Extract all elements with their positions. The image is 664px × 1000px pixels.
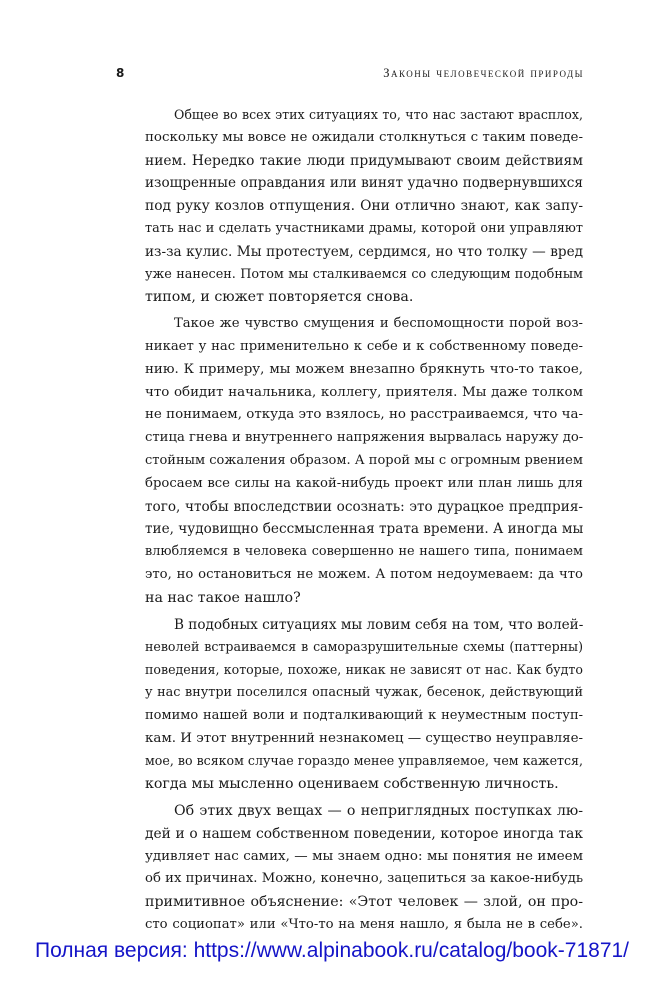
text-line: не понимаем, откуда это взялось, но расстраиваемся, что ча- (145, 407, 583, 423)
text-line: поведения, которые, похоже, никак не зависят от нас. Как будто (145, 662, 583, 678)
text-line: примитивное объяснение: «Этот человек — злой, он про- (145, 894, 583, 911)
paragraph (116, 614, 583, 796)
text-line: того, чтобы впоследствии осознать: это дурацкое предприя- (145, 498, 583, 515)
text-line: сто социопат» или «Что-то на меня нашло, я была не в себе». (145, 916, 583, 932)
text-line: под руку козлов отпущения. Они отлично знают, как запу- (145, 198, 583, 215)
text-line: тие, чудовищно бессмысленная трата времени. А иногда мы (145, 521, 584, 538)
text-line: стойным сожаления образом. А порой мы с огромным рвением (145, 452, 583, 468)
text-line: влюбляемся в человека совершенно не нашего типа, понимаем (145, 544, 583, 560)
full-version-link[interactable]: Полная версия: https://www.alpinabook.ru/catalog/book-71871/ (34, 939, 630, 962)
text-line: стица гнева и внутреннего напряжения вырвалась наружу до- (145, 430, 584, 446)
text-line: В подобных ситуациях мы ловим себя на том, что волей- (174, 616, 584, 633)
paragraph (116, 313, 583, 609)
text-line: дей и о нашем собственном поведении, которое иногда так (145, 825, 583, 842)
running-title: Законы человеческой природы (383, 66, 584, 80)
text-line: об их причинах. Можно, конечно, зацепиться за какое-нибудь (145, 871, 583, 887)
text-line: типом, и сюжет повторяется снова. (145, 289, 414, 306)
body-text (116, 104, 583, 941)
text-line: никает у нас применительно к себе и к собственному поведе- (145, 338, 583, 354)
text-line: это, но остановиться не можем. А потом недоумеваем: да что (145, 566, 583, 582)
text-line: когда мы мысленно оцениваем собственную личность. (145, 776, 559, 793)
text-line: нию. К примеру, мы можем внезапно брякнуть что-то такое, (145, 361, 583, 377)
text-line: Общее во всех этих ситуациях то, что нас застают врасплох, (174, 107, 583, 122)
paragraph (116, 800, 583, 937)
text-line: мое, во всяком случае гораздо менее управляемое, чем кажется, (145, 753, 583, 769)
text-line: уже нанесен. Потом мы сталкиваемся со следующим подобным (145, 266, 583, 282)
text-line: на нас такое нашло? (145, 589, 301, 606)
text-line: что обидит начальника, коллегу, приятеля. Мы даже толком (145, 384, 583, 400)
text-line: неволей встраиваемся в саморазрушительные схемы (паттерны) (145, 639, 583, 655)
text-line: удивляет нас самих, — мы знаем одно: мы понятия не имеем (145, 848, 583, 864)
text-line: Такое же чувство смущения и беспомощности порой воз- (174, 316, 583, 332)
text-line: тать нас и сделать участниками драмы, которой они управляют (145, 220, 583, 236)
text-line: кам. И этот внутренний незнакомец — существо неуправляе- (145, 730, 584, 746)
text-line: Об этих двух вещах — о неприглядных поступках лю- (174, 802, 583, 819)
text-line: помимо нашей воли и подталкивающий к неуместным поступ- (145, 707, 583, 723)
text-line: бросаем все силы на какой-нибудь проект или план лишь для (145, 475, 583, 491)
page-number: 8 (116, 66, 125, 80)
text-line: у нас внутри поселился опасный чужак, бесенок, действующий (145, 684, 583, 700)
paragraph (116, 104, 583, 309)
text-line: поскольку мы вовсе не ожидали столкнуться с таким поведе- (145, 129, 583, 145)
text-line: нием. Нередко такие люди придумывают своим действиям (145, 152, 583, 169)
text-line: из-за кулис. Мы протестуем, сердимся, но что толку — вред (145, 243, 583, 260)
text-line: изощренные оправдания или винят удачно подвернувшихся (145, 175, 583, 192)
